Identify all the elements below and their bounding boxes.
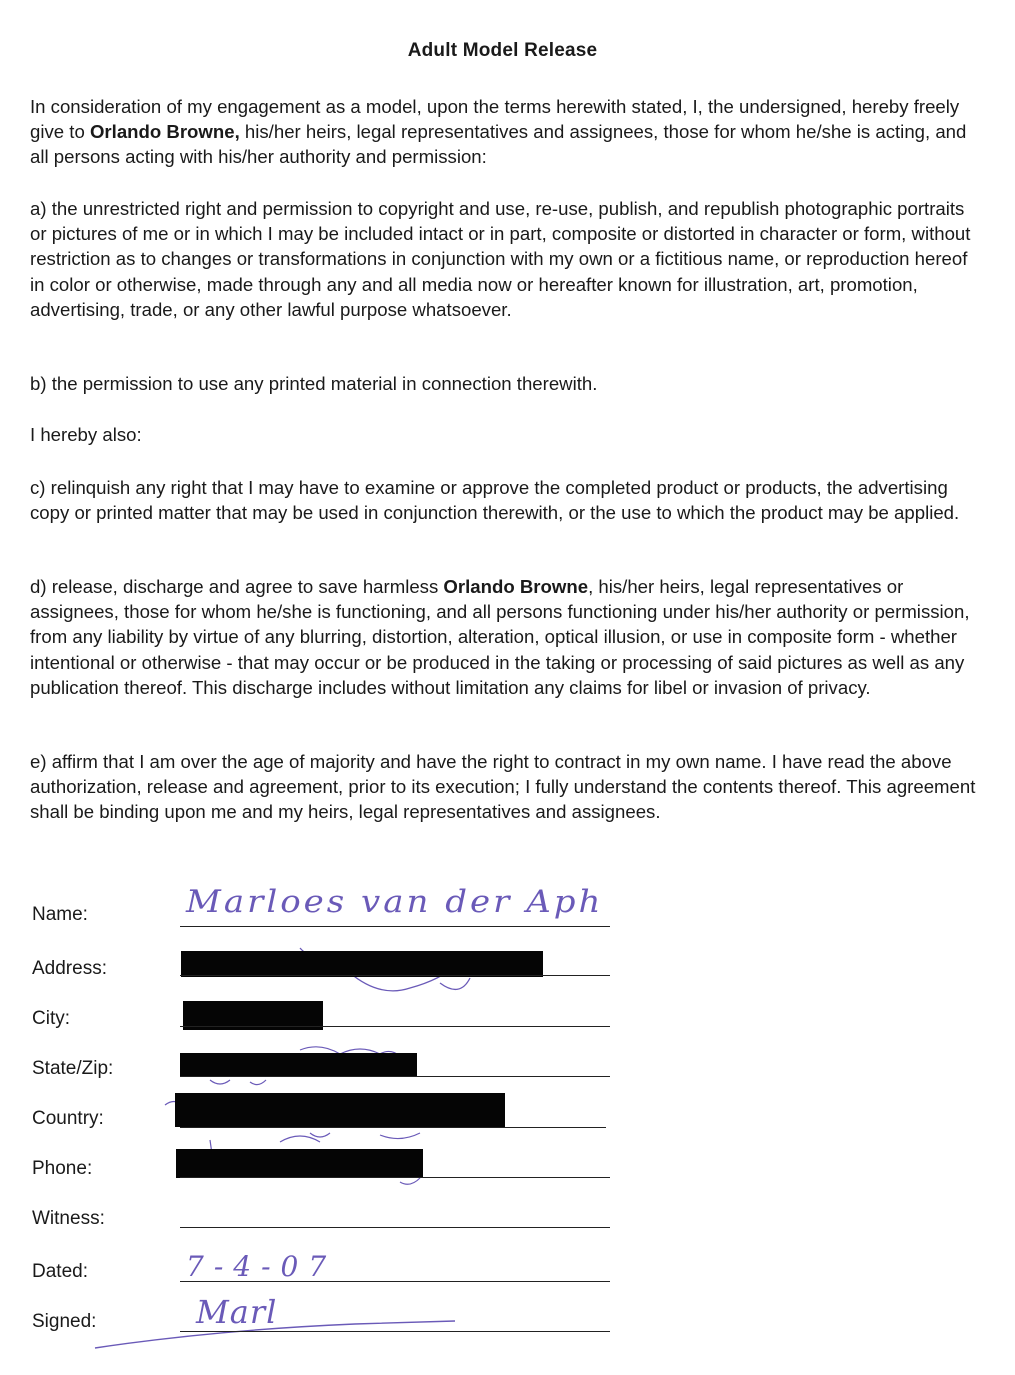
phone-label: Phone: — [32, 1158, 93, 1179]
clause-d-text-start: d) release, discharge and agree to save harmless — [30, 576, 444, 597]
country-field-line[interactable] — [180, 1127, 606, 1128]
clause-a: a) the unrestricted right and permission to copyright and use, re-use, publish, and republish photographic portraits or pictures of me or in which I may be included intact or in part, composite or distorted in character or form, without restriction as to changes or transformations in conjunction with my own or a fictitious name, or reproduction hereof in color or otherwise, made through any and all media now or hereafter known for illustration, art, promotion, advertising, trade, or any other lawful purpose whatsoever. — [30, 198, 971, 320]
clause-c: c) relinquish any right that I may have to examine or approve the completed product or products, the advertising copy or printed matter that may be used in conjunction therewith, or the use to which the product may be applied. — [30, 477, 960, 524]
country-label: Country: — [32, 1108, 104, 1129]
state-zip-label: State/Zip: — [32, 1058, 114, 1079]
dated-field-line[interactable] — [180, 1281, 610, 1282]
name-handwritten-value: Marloes van der Aph — [186, 884, 604, 920]
city-field-line[interactable] — [180, 1026, 610, 1027]
photographer-name: Orlando Browne, — [89, 121, 240, 143]
witness-label: Witness: — [32, 1208, 105, 1229]
name-label: Name: — [32, 904, 88, 925]
dated-label: Dated: — [32, 1261, 88, 1282]
clause-d-text-end: , his/her heirs, legal representatives or assignees, those for whom he/she is functioning, and all persons functioning under his/her authority or permission, from any liability by virtue of any blurring, distortion, alteration, optical illusion, or use in composite form - whether intentional or otherwise - that may occur or be produced in the taking or processing of said pictures as well as any publication thereof. This discharge includes without limitation any claims for libel or invasion of privacy. — [30, 576, 970, 698]
signed-label: Signed: — [32, 1311, 97, 1332]
city-label: City: — [32, 1008, 70, 1029]
name-field-line[interactable] — [180, 926, 610, 927]
photographer-name-clause-d: Orlando Browne — [443, 576, 589, 597]
address-label: Address: — [32, 958, 107, 979]
intro-paragraph — [30, 94, 985, 170]
state-zip-field-line[interactable] — [180, 1076, 610, 1077]
witness-field-line[interactable] — [180, 1227, 610, 1228]
clause-e: e) affirm that I am over the age of majority and have the right to contract in my own name. I have read the above authorization, release and agreement, prior to its execution; I fully understand the contents thereof. This agreement shall be binding upon me and my heirs, legal representatives and assignees. — [30, 751, 976, 823]
country-redaction — [175, 1093, 505, 1127]
signature-value: Marl — [196, 1293, 278, 1331]
state-zip-redaction — [180, 1053, 417, 1077]
clause-d — [30, 574, 985, 700]
address-field-line[interactable] — [180, 975, 610, 976]
clause-b: b) the permission to use any printed material in connection therewith. — [30, 373, 598, 394]
signature-underline-stroke — [90, 1320, 510, 1360]
intro-text-start: In consideration of my engagement as a model, upon the terms herewith stated, I, the undersigned, hereby freely give to — [30, 96, 960, 143]
intro-text-end: his/her heirs, legal representatives and assignees, those for whom he/she is acting, and all persons acting with his/her authority and permission: — [30, 121, 967, 168]
hereby-also-text: I hereby also: — [30, 424, 142, 445]
signed-field-line[interactable] — [180, 1331, 610, 1332]
phone-redaction — [176, 1149, 423, 1178]
phone-field-line[interactable] — [180, 1177, 610, 1178]
address-redaction — [181, 951, 543, 977]
dated-handwritten-value: 7-4-07 — [186, 1250, 337, 1283]
page-title: Adult Model Release — [407, 40, 598, 61]
